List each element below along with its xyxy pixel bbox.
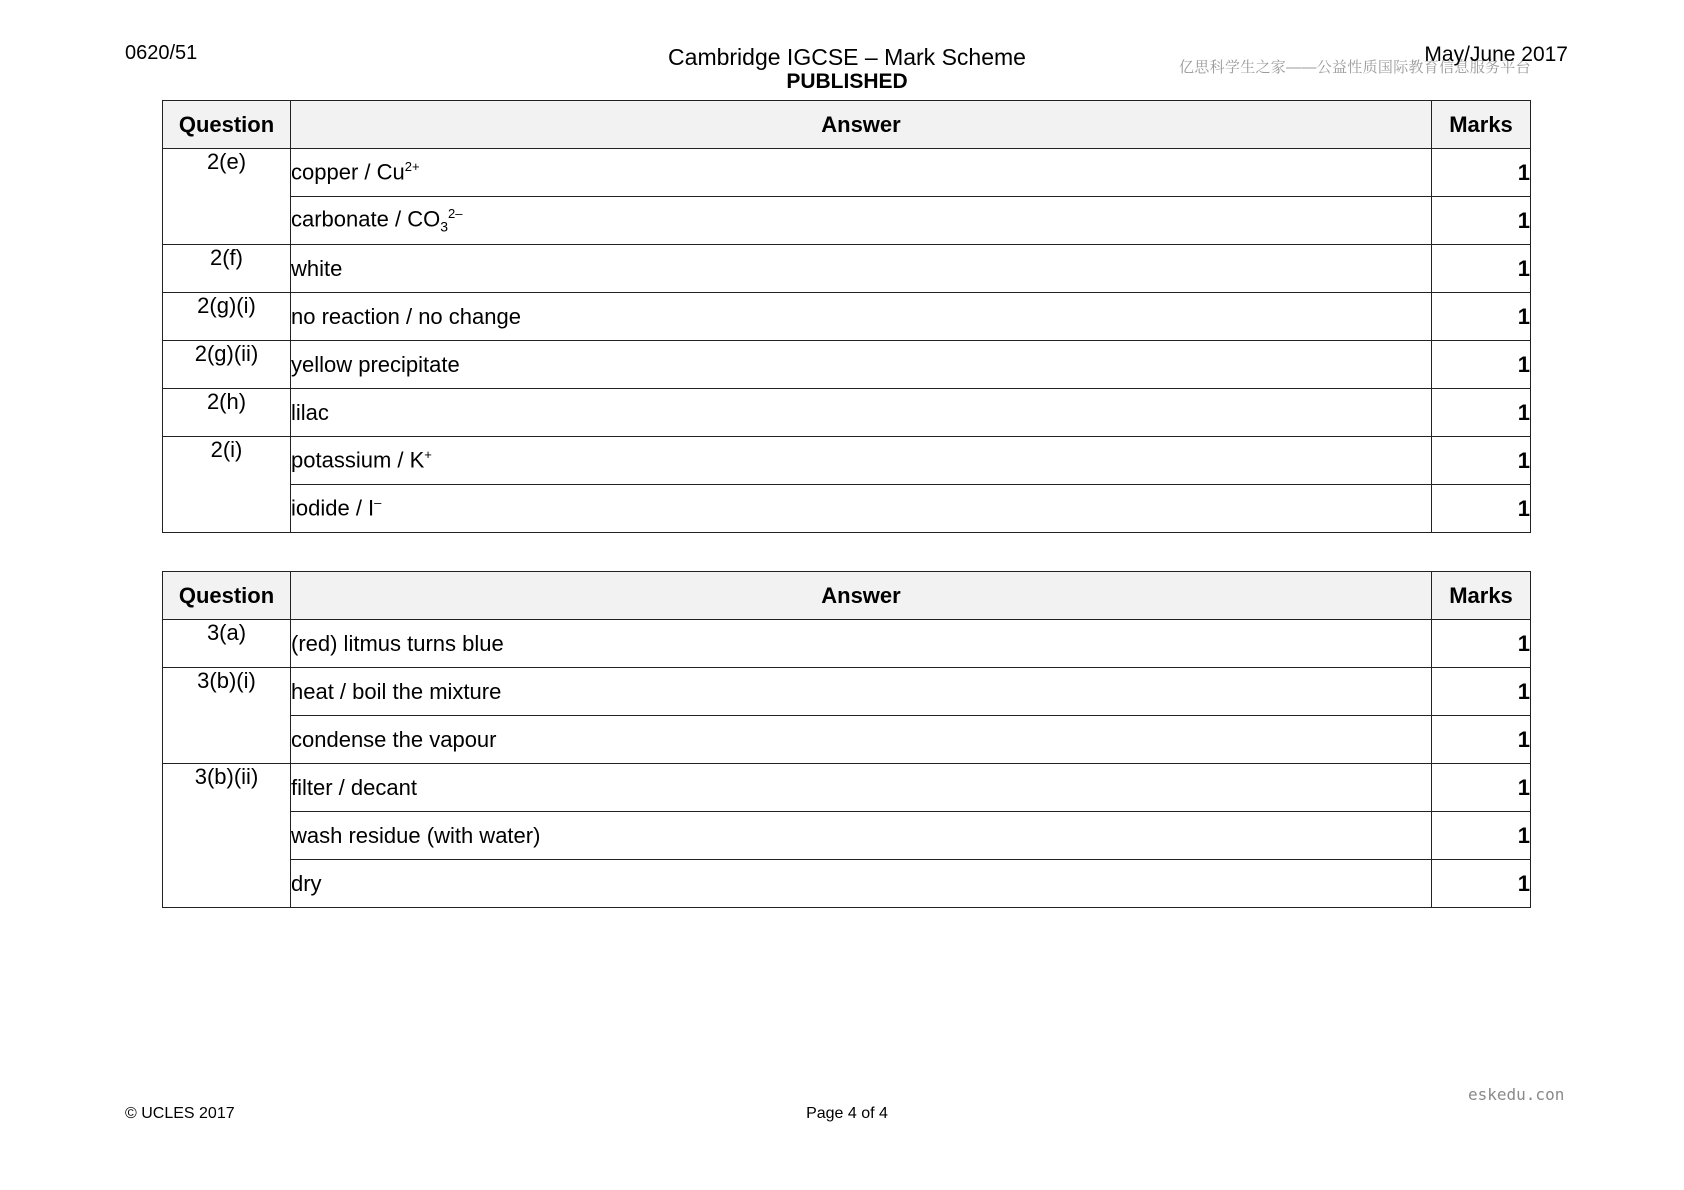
- published-label: PUBLISHED: [786, 70, 908, 93]
- exam-session: May/June 2017: [1424, 43, 1568, 66]
- table-row: [163, 668, 1531, 716]
- table-row: [163, 245, 1531, 293]
- ion-charge: +: [424, 447, 432, 463]
- question-column-header: Question: [163, 101, 291, 149]
- question-number: 2(g)(ii): [163, 341, 291, 389]
- answer-cell: wash residue (with water): [291, 812, 1432, 860]
- answer-cell: yellow precipitate: [291, 341, 1432, 389]
- table-row: [163, 341, 1531, 389]
- table-row: [163, 293, 1531, 341]
- answer-cell: [291, 197, 1432, 245]
- marks-cell: 1: [1432, 860, 1531, 908]
- marks-cell: 1: [1432, 668, 1531, 716]
- answer-cell: no reaction / no change: [291, 293, 1432, 341]
- answer-cell: heat / boil the mixture: [291, 668, 1432, 716]
- copyright-notice: © UCLES 2017: [125, 1105, 235, 1122]
- question-column-header: Question: [163, 572, 291, 620]
- question-number: 2(h): [163, 389, 291, 437]
- formula-subscript: 3: [440, 218, 448, 235]
- marks-cell: 1: [1432, 341, 1531, 389]
- answer-cell: filter / decant: [291, 764, 1432, 812]
- answer-text: copper / Cu: [291, 159, 405, 185]
- table-row: [163, 764, 1531, 812]
- table-row: [163, 149, 1531, 197]
- marks-cell: 1: [1432, 764, 1531, 812]
- marks-cell: 1: [1432, 620, 1531, 668]
- answer-text: iodide / I: [291, 495, 375, 521]
- table-row: [163, 860, 1531, 908]
- ion-charge: –: [374, 495, 382, 511]
- table-row: [163, 812, 1531, 860]
- mark-scheme-table-q2: [162, 100, 1531, 533]
- marks-cell: 1: [1432, 149, 1531, 197]
- table-row: [163, 197, 1531, 245]
- marks-cell: 1: [1432, 245, 1531, 293]
- marks-column-header: Marks: [1432, 101, 1531, 149]
- ion-charge: 2+: [404, 159, 420, 175]
- question-number: 3(b)(ii): [163, 764, 291, 908]
- answer-cell: [291, 437, 1432, 485]
- table-row: [163, 485, 1531, 533]
- table-header-row: [163, 572, 1531, 620]
- answer-text: carbonate / CO: [291, 206, 441, 232]
- answer-cell: dry: [291, 860, 1432, 908]
- answer-cell: [291, 149, 1432, 197]
- question-number: 2(i): [163, 437, 291, 533]
- table-row: [163, 437, 1531, 485]
- marks-cell: 1: [1432, 197, 1531, 245]
- mark-scheme-table-q3: [162, 571, 1531, 908]
- answer-cell: lilac: [291, 389, 1432, 437]
- answer-cell: (red) litmus turns blue: [291, 620, 1432, 668]
- page-number: Page 4 of 4: [806, 1105, 888, 1122]
- question-number: 2(e): [163, 149, 291, 245]
- site-watermark: eskedu.con: [1468, 1085, 1565, 1104]
- question-number: 2(f): [163, 245, 291, 293]
- table-row: [163, 716, 1531, 764]
- answer-column-header: Answer: [291, 572, 1432, 620]
- question-number: 3(b)(i): [163, 668, 291, 764]
- marks-cell: 1: [1432, 716, 1531, 764]
- marks-cell: 1: [1432, 812, 1531, 860]
- marks-column-header: Marks: [1432, 572, 1531, 620]
- marks-cell: 1: [1432, 293, 1531, 341]
- table-row: [163, 620, 1531, 668]
- question-number: 2(g)(i): [163, 293, 291, 341]
- answer-cell: condense the vapour: [291, 716, 1432, 764]
- header-watermark: 亿思科学生之家——公益性质国际教育信息服务平台: [1179, 59, 1531, 76]
- answer-cell: [291, 485, 1432, 533]
- answer-column-header: Answer: [291, 101, 1432, 149]
- answer-text: potassium / K: [291, 447, 425, 473]
- marks-cell: 1: [1432, 485, 1531, 533]
- question-number: 3(a): [163, 620, 291, 668]
- answer-cell: white: [291, 245, 1432, 293]
- ion-charge: 2–: [447, 206, 463, 222]
- document-title: Cambridge IGCSE – Mark Scheme: [668, 44, 1026, 70]
- marks-cell: 1: [1432, 437, 1531, 485]
- document-code: 0620/51: [125, 42, 198, 64]
- marks-cell: 1: [1432, 389, 1531, 437]
- table-row: [163, 389, 1531, 437]
- table-header-row: [163, 101, 1531, 149]
